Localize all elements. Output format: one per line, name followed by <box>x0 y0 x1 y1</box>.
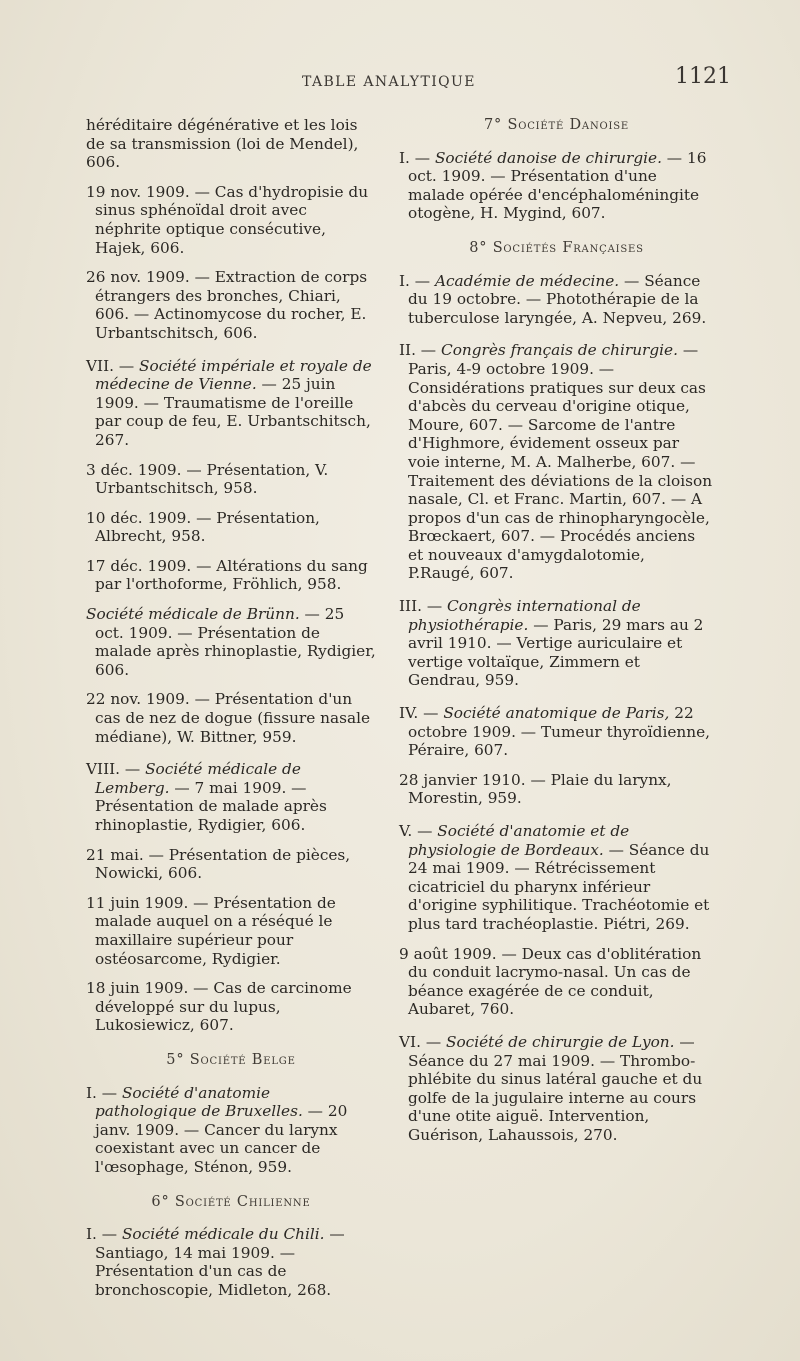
entry-text: — Séance du 19 octobre. — Photothérapie de la tuberculose laryngée, A. Nepveu, 269. <box>408 271 707 327</box>
entry-number: IV. — <box>399 704 444 723</box>
entry-text: héréditaire dégénérative et les lois de sa transmission (loi de Mendel), 606. <box>86 116 359 172</box>
entry-text: 19 nov. 1909. — Cas d'hydropisie du sinus sphénoïdal droit avec néphrite optique consécutive, Hajek, 606. <box>86 182 369 257</box>
entry-number: I. — <box>399 148 435 167</box>
entry-text: 10 déc. 1909. — Présentation, Albrecht, 958. <box>86 508 320 546</box>
running-head: TABLE ANALYTIQUE <box>302 74 476 90</box>
entry-number: II. — <box>399 341 441 360</box>
section-heading: 5° Société Belge <box>166 1051 296 1068</box>
entry-number: VI. — <box>399 1032 446 1051</box>
society-entry <box>86 760 376 834</box>
society-entry <box>399 1033 714 1145</box>
entry-text: 22 octobre 1909. — Tumeur thyroïdienne, Péraire, 607. <box>408 704 711 760</box>
society-entry <box>86 357 376 450</box>
entry-number: VIII. — <box>86 760 146 779</box>
society-entry <box>399 704 714 760</box>
entry-text: — 7 mai 1909. — Présentation de malade après rhinoplastie, Rydigier, 606. <box>95 778 327 834</box>
entry-text: 21 mai. — Présentation de pièces, Nowicki, 606. <box>86 845 351 883</box>
entry-number: I. — <box>399 271 435 290</box>
society-title: Société médicale de Lemberg. <box>95 760 301 797</box>
entry-text: — Paris, 4-9 octobre 1909. — Considérations pratiques sur deux cas d'abcès du cerveau d'origine otique, Moure, 607. — Sarcome de l'antre d'Highmore, évidement osseux par voie interne, M. A. Malherbe, 607. — Traitement des déviations de la cloison nasale, Cl. et Franc. Martin, 607. — A propos d'un cas de rhinopharyngocèle, Brœckaert, 607. — Procédés anciens et nouveaux d'amygdalotomie, P.Raugé, 607. <box>408 341 713 583</box>
society-title: Société de chirurgie de Lyon. <box>445 1032 675 1051</box>
entry-text: — Santiago, 14 mai 1909. — Présentation d'un cas de bronchoscopie, Midleton, 268. <box>95 1225 345 1299</box>
section-heading: 8° Sociétés Françaises <box>469 239 644 256</box>
entry-text: — 20 janv. 1909. — Cancer du larynx coexistant avec un cancer de l'œsophage, Sténon, 959. <box>95 1102 348 1176</box>
right-column <box>399 116 714 1156</box>
society-title: Société médicale du Chili. <box>121 1225 325 1244</box>
society-entry <box>399 272 714 328</box>
entry-text: 3 déc. 1909. — Présentation, V. Urbantschitsch, 958. <box>86 460 329 498</box>
society-entry <box>86 1225 376 1299</box>
entry-text: 18 juin 1909. — Cas de carcinome développé sur du lupus, Lukosiewicz, 607. <box>86 979 352 1035</box>
page-number: 1121 <box>675 64 731 89</box>
society-entry <box>399 341 714 583</box>
society-title: Société impériale et royale de médecine de Vienne. <box>95 356 372 394</box>
entry-text: — 25 juin 1909. — Traumatisme de l'oreille par coup de feu, E. Urbantschitsch, 267. <box>95 375 371 449</box>
society-title: Congrès français de chirurgie. <box>440 341 678 360</box>
society-entry <box>86 605 376 679</box>
left-column <box>86 116 376 1310</box>
entry-number: I. — <box>86 1083 122 1102</box>
section-heading: 6° Société Chilienne <box>151 1193 311 1210</box>
society-title: Société danoise de chirurgie. <box>434 148 662 167</box>
entry-text: — Séance du 24 mai 1909. — Rétrécissement cicatriciel du pharynx inférieur d'origine syphilitique. Trachéotomie et plus tard trachéoplastie. Piétri, 269. <box>408 840 710 933</box>
entry-text: 17 déc. 1909. — Altérations du sang par l'orthoforme, Fröhlich, 958. <box>86 556 368 594</box>
entry-text: — 16 oct. 1909. — Présentation d'une malade opérée d'encéphaloméningite otogène, H. Mygind, 607. <box>408 148 707 223</box>
entry-number: I. — <box>86 1225 122 1244</box>
entry-text: 26 nov. 1909. — Extraction de corps étrangers des bronches, Chiari, 606. — Actinomycose du rocher, E. Urbantschitsch, 606. <box>86 268 368 342</box>
entry-number: V. — <box>399 822 438 840</box>
society-entry <box>399 597 714 690</box>
society-entry <box>399 822 714 934</box>
society-entry <box>399 149 714 223</box>
society-entry <box>86 1084 376 1177</box>
entry-text: 9 août 1909. — Deux cas d'oblitération du conduit lacrymo-nasal. Un cas de béance exagérée de ce conduit, Aubaret, 760. <box>399 944 702 1019</box>
entry-text: 22 nov. 1909. — Présentation d'un cas de nez de dogue (fissure nasale médiane), W. Bittner, 959. <box>86 690 371 746</box>
entry-text: — Paris, 29 mars au 2 avril 1910. — Vertige auriculaire et vertige voltaïque, Zimmern et Gendrau, 959. <box>408 615 704 690</box>
entry-text: 28 janvier 1910. — Plaie du larynx, Morestin, 959. <box>399 770 672 808</box>
section-heading: 7° Société Danoise <box>484 117 629 133</box>
society-title: Société anatomique de Paris, <box>443 704 670 723</box>
entry-text: 11 juin 1909. — Présentation de malade auquel on a réséqué le maxillaire supérieur pour ostéosarcome, Rydigier. <box>86 893 336 968</box>
entry-text: — 25 oct. 1909. — Présentation de malade après rhinoplastie, Rydigier, 606. <box>95 605 376 679</box>
society-title: Académie de médecine. <box>434 271 620 290</box>
society-title: Société médicale de Brünn. <box>86 605 300 624</box>
society-title: Société d'anatomie pathologique de Bruxelles. <box>95 1083 303 1121</box>
society-title: Société d'anatomie et de physiologie de Bordeaux. <box>408 822 630 859</box>
society-title: Congrès international de physiothérapie. <box>408 597 641 634</box>
entry-number: III. — <box>399 597 448 616</box>
entry-text: — Séance du 27 mai 1909. — Thrombo-phlébite du sinus latéral gauche et du golfe de la jugulaire interne au cours d'une otite aiguë. Intervention, Guérison, Lahaussois, 270. <box>408 1032 703 1144</box>
entry-number: VII. — <box>86 356 140 375</box>
